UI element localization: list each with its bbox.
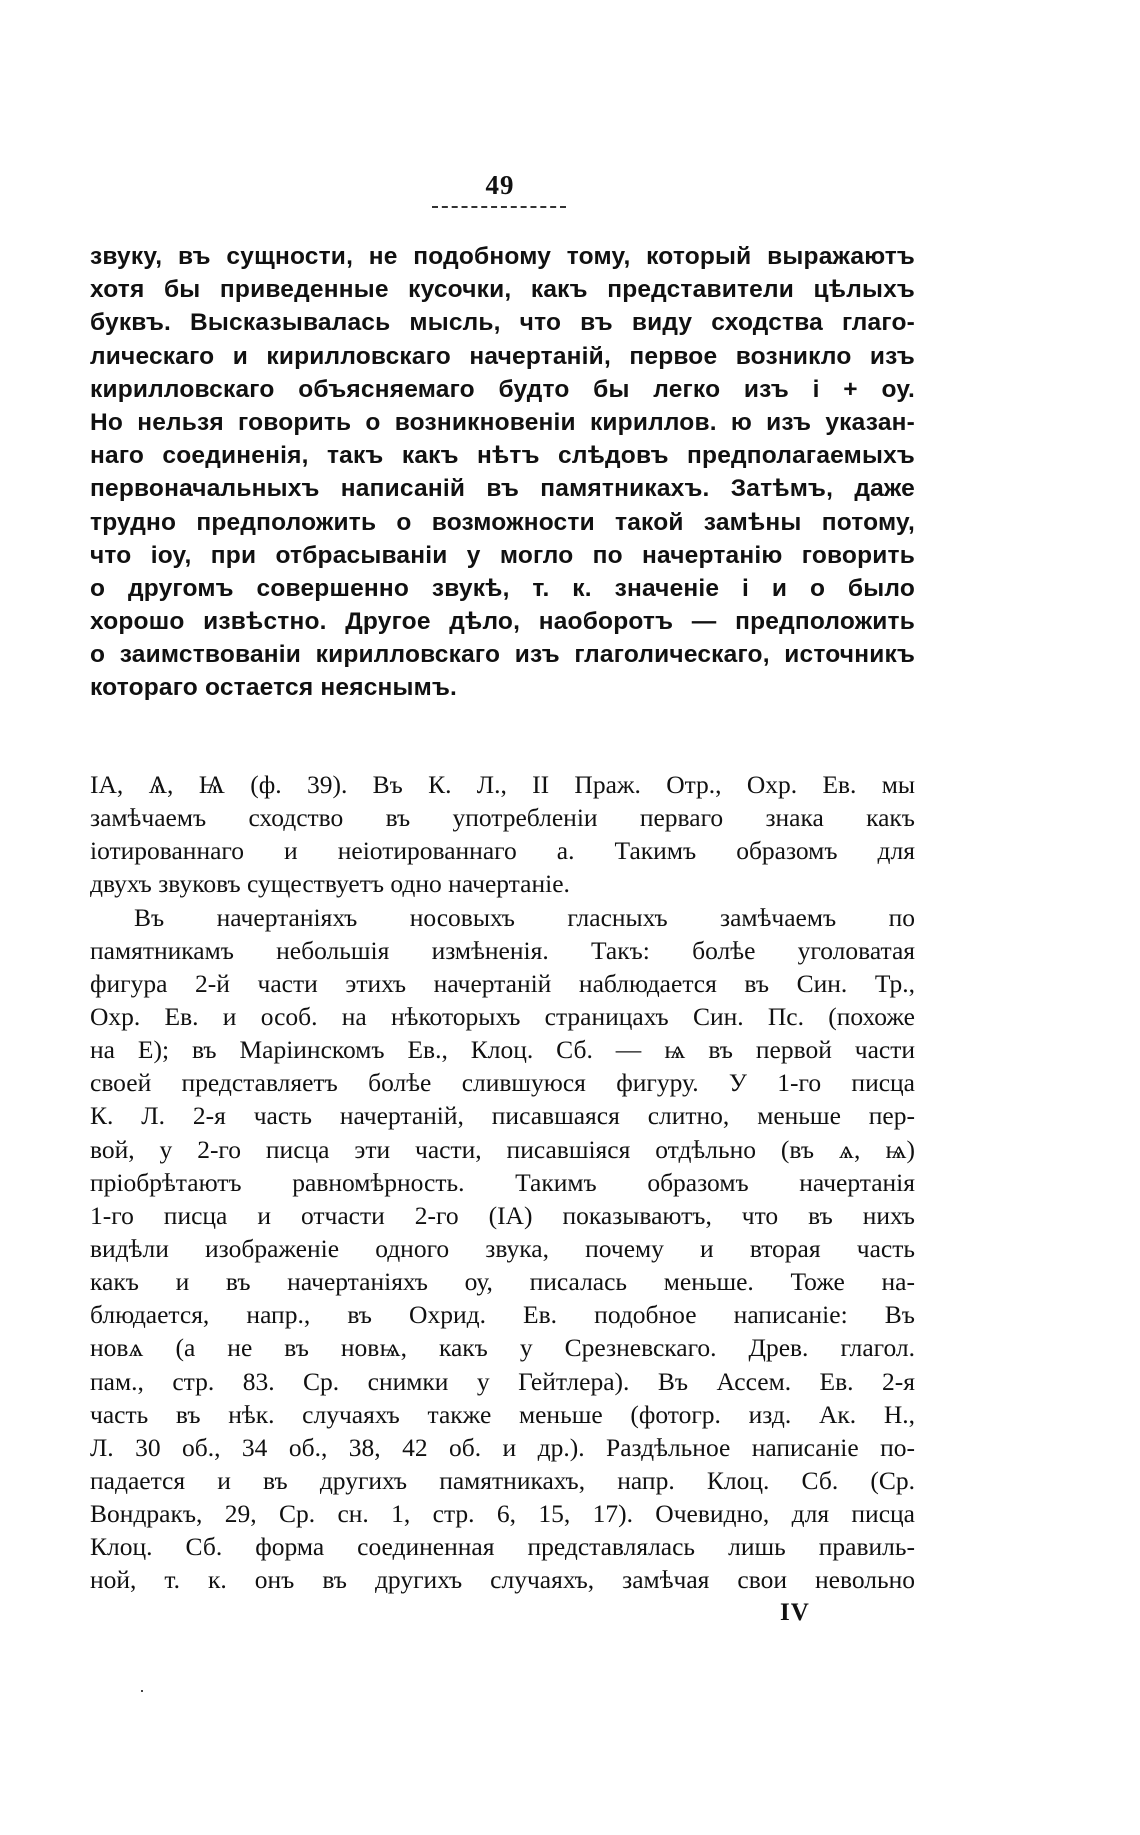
text-line: наго соединенія, такъ какъ нѣтъ слѣдовъ предполагаемыхъ [90, 442, 915, 470]
text-line: пам., стр. 83. Ср. снимки у Гейтлера). Въ Ассем. Ев. 2-я [90, 1366, 915, 1396]
text-line: Л. 30 об., 34 об., 38, 42 об. и др.). Раздѣльное написаніе по- [90, 1432, 915, 1462]
text-line: котораго остается неяснымъ. [90, 674, 458, 702]
text-line: іотированнаго и неіотированнаго а. Такимъ образомъ для [90, 836, 915, 866]
text-line: трудно предположить о возможности такой замѣны потому, [90, 508, 915, 536]
text-line: буквъ. Высказывалась мысль, что въ виду сходства глаго- [90, 309, 915, 337]
text-line: звуку, въ сущности, не подобному тому, который выражаютъ [90, 243, 915, 270]
text-line: Клоц. Сб. форма соединенная представлялась лишь правиль- [90, 1532, 915, 1562]
text-line: ной, т. к. онъ въ другихъ случаяхъ, замѣчая свои невольно [90, 1565, 915, 1595]
page-number-rule [432, 206, 566, 208]
text-line: падается и въ другихъ памятникахъ, напр. Клоц. Сб. (Ср. [90, 1465, 915, 1495]
text-line: о другомъ совершенно звукѣ, т. к. значеніе і и о было [90, 574, 915, 602]
text-line: видѣли изображеніе одного звука, почему и вторая часть [90, 1233, 915, 1263]
text-line: лическаго и кирилловскаго начертаній, первое возникло изъ [90, 342, 915, 370]
text-line: какъ и въ начертаніяхъ оу, писалась меньше. Тоже на- [90, 1267, 915, 1297]
text-line: Въ начертаніяхъ носовыхъ гласныхъ замѣчаемъ по [134, 902, 915, 932]
text-line: хотя бы приведенные кусочки, какъ представители цѣлыхъ [90, 276, 915, 304]
text-line: часть въ нѣк. случаяхъ также меньше (фотогр. изд. Ак. Н., [90, 1399, 915, 1429]
text-line: Охр. Ев. и особ. на нѣкоторыхъ страницахъ Син. Пс. (похоже [90, 1001, 915, 1031]
text-line: своей представляетъ болѣе слившуюся фигуру. У 1-го писца [90, 1068, 915, 1098]
text-line: новѧ (а не въ новѩ, какъ у Срезневскаго. Древ. глагол. [90, 1333, 915, 1363]
text-line: двухъ звуковъ существуетъ одно начертаніе. [90, 869, 570, 899]
paragraph-yus-section [90, 768, 915, 1597]
signature-mark: IV [780, 1599, 810, 1626]
text-line: на Е); въ Маріинскомъ Ев., Клоц. Сб. — ѩ въ первой части [90, 1035, 915, 1065]
text-line: 1-го писца и отчасти 2-го (ІА) показываютъ, что въ нихъ [90, 1200, 915, 1230]
text-line: что іоу, при отбрасываніи у могло по начертанію говорить [90, 541, 915, 569]
text-line: вой, у 2-го писца эти части, писавшіяся отдѣльно (въ ѧ, ѩ) [90, 1134, 915, 1164]
text-line: о заимствованіи кирилловскаго изъ глаголическаго, источникъ [90, 641, 915, 669]
text-line: К. Л. 2-я часть начертаній, писавшаяся слитно, меньше пер- [90, 1101, 915, 1131]
section-heading-line: ІА, Ѧ, Ѩ (ф. 39). Въ К. Л., II Праж. Отр., Охр. Ев. мы [90, 770, 915, 799]
text-line: блюдается, напр., въ Охрид. Ев. подобное написаніе: Въ [90, 1300, 915, 1330]
text-line: замѣчаемъ сходство въ употребленіи перваго знака какъ [90, 803, 915, 833]
text-line: Вондракъ, 29, Ср. сн. 1, стр. 6, 15, 17). Очевидно, для писца [90, 1499, 915, 1529]
paragraph-continuation [90, 240, 915, 705]
text-line: памятникамъ небольшія измѣненія. Такъ: болѣе уголоватая [90, 935, 915, 965]
text-line: пріобрѣтаютъ равномѣрность. Такимъ образомъ начертанія [90, 1167, 915, 1197]
page-number: 49 [485, 170, 515, 200]
text-line: кирилловскаго объясняемаго будто бы легко изъ і + оу. [90, 375, 915, 403]
text-line: Но нельзя говорить о возникновеніи кириллов. ю изъ указан- [90, 408, 915, 436]
text-line: фигура 2-й части этихъ начертаній наблюдается въ Син. Тр., [90, 968, 915, 998]
paper-speck [141, 1690, 143, 1692]
text-line: первоначальныхъ написаній въ памятникахъ. Затѣмъ, даже [90, 475, 915, 503]
text-line: хорошо извѣстно. Другое дѣло, наоборотъ — предположить [90, 608, 915, 636]
